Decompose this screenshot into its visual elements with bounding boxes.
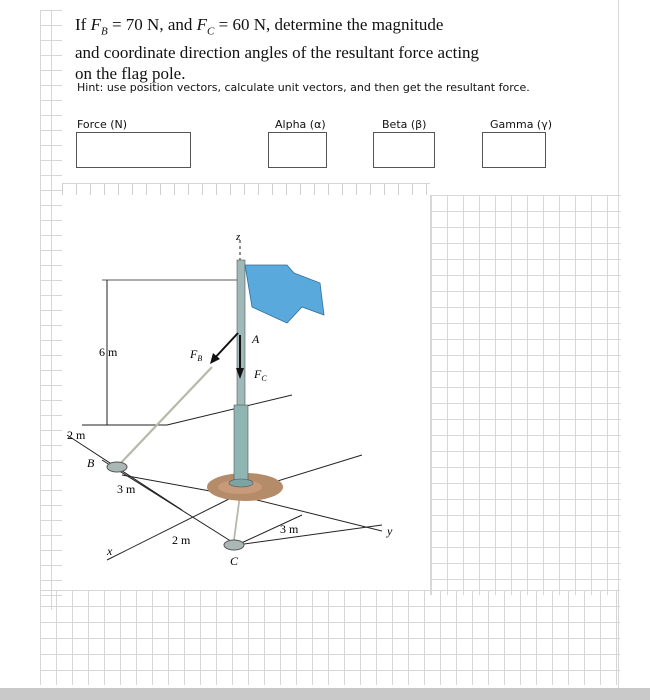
gamma-label: Gamma (γ)	[490, 118, 553, 131]
dimension-6m: 6 m	[99, 345, 118, 359]
question-line-2: and coordinate direction angles of the resultant force acting	[75, 43, 480, 63]
point-b-label: B	[87, 456, 95, 470]
question-fragment: = 60 N, determine the magnitude	[214, 15, 444, 34]
alpha-label: Alpha (α)	[275, 118, 326, 131]
fc-symbol: F	[196, 15, 208, 34]
flag	[245, 265, 324, 323]
point-c-label: C	[230, 554, 239, 568]
bottom-scroll-bar[interactable]	[0, 688, 650, 700]
question-fragment: = 70 N, and	[107, 15, 197, 34]
force-label: Force (N)	[77, 118, 128, 131]
z-axis-label: z	[236, 231, 241, 243]
alpha-input[interactable]	[268, 132, 327, 168]
anchor-c	[224, 540, 244, 550]
anchor-b	[107, 462, 127, 472]
fb-label: $F_B$	[190, 347, 203, 363]
dimension-2m-left: 2 m	[67, 428, 86, 442]
cable-ab	[117, 367, 212, 467]
dimension-2m-bottom: 2 m	[172, 533, 191, 547]
cable-ac	[234, 495, 240, 540]
pole-lower	[234, 405, 248, 483]
force-input[interactable]	[76, 132, 191, 168]
fc-subscript: C	[207, 25, 215, 38]
gamma-input[interactable]	[482, 132, 546, 168]
question-text	[75, 14, 595, 84]
fc-label: $F_C$	[254, 367, 267, 383]
page-border	[618, 0, 619, 690]
x-axis-label: x	[107, 544, 113, 558]
ground-lines	[67, 280, 382, 560]
beta-label: Beta (β)	[382, 118, 427, 131]
pole-base	[229, 479, 253, 487]
grid-paper-left	[40, 10, 62, 610]
beta-input[interactable]	[373, 132, 435, 168]
dimension-3m-left: 3 m	[117, 482, 136, 496]
hint-text: Hint: use position vectors, calculate unit vectors, and then get the resultant force.	[77, 81, 530, 94]
y-axis-label: y	[387, 524, 393, 538]
grid-paper-bottom	[40, 590, 620, 685]
question-line-3: on the flag pole.	[75, 64, 186, 84]
flag-pole-diagram	[62, 195, 430, 590]
fb-subscript: B	[100, 25, 108, 38]
question-line-1	[75, 14, 595, 42]
dimension-3m-right: 3 m	[280, 522, 299, 536]
grid-paper-right	[430, 195, 621, 595]
question-fragment: If	[75, 15, 91, 34]
point-a-label: A	[252, 332, 260, 346]
flag-pole-figure	[62, 195, 430, 590]
fb-symbol: F	[90, 15, 101, 34]
